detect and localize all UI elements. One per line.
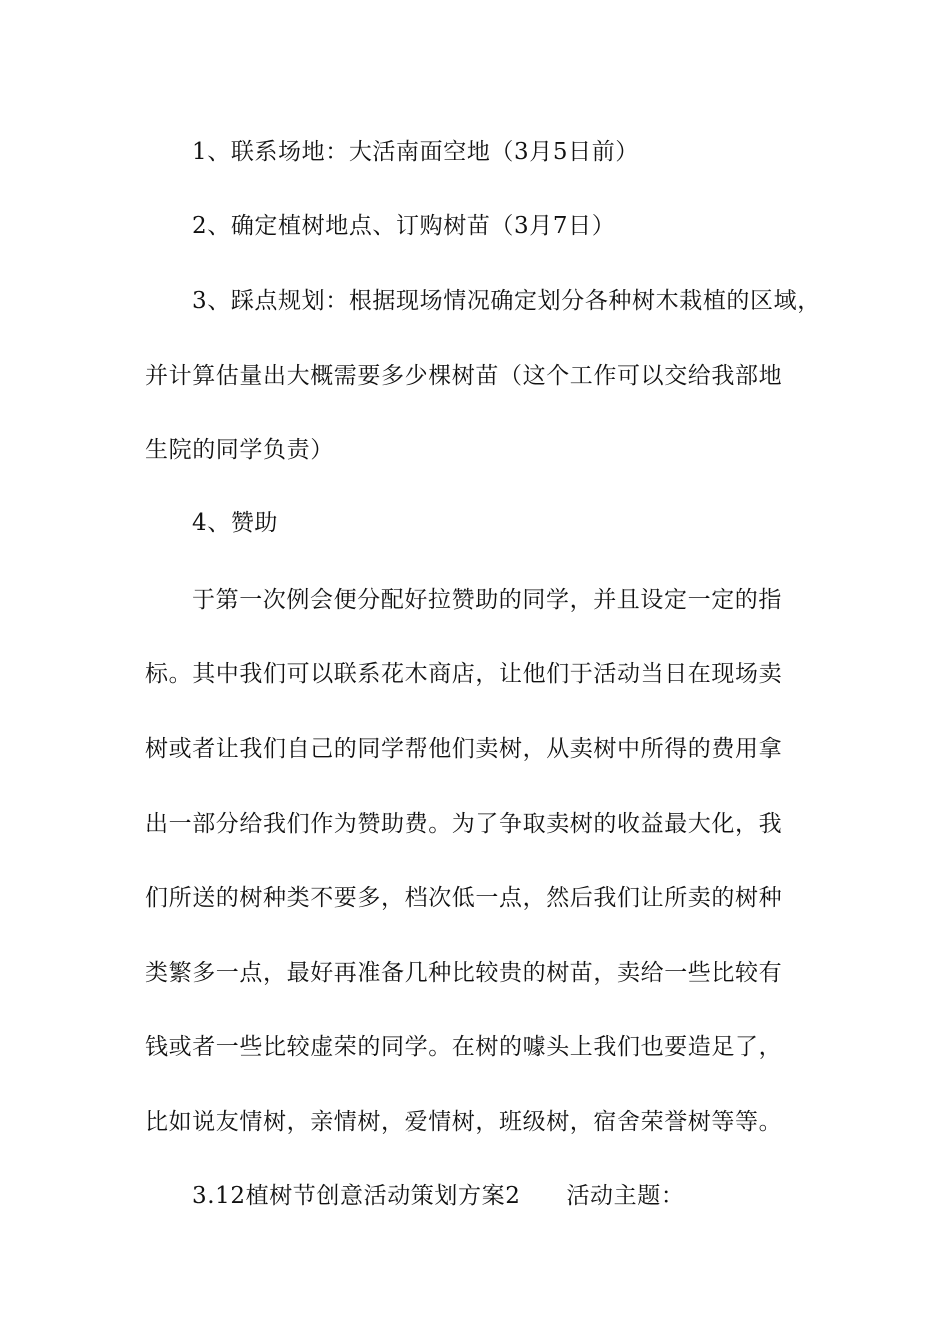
paragraph-line: 比如说友情树，亲情树，爱情树，班级树，宿舍荣誉树等等。 [145,1109,783,1135]
paragraph-line: 标。其中我们可以联系花木商店，让他们于活动当日在现场卖 [145,661,783,687]
paragraph-line: 生院的同学负责） [145,437,334,463]
paragraph-line: 出一部分给我们作为赞助费。为了争取卖树的收益最大化，我 [145,811,783,837]
paragraph-line: 类繁多一点，最好再准备几种比较贵的树苗，卖给一些比较有 [145,960,783,986]
paragraph-line: 于第一次例会便分配好拉赞助的同学，并且设定一定的指 [192,587,782,613]
section-title-line [192,1181,872,1211]
section-label: 活动主题： [566,1183,685,1209]
section-title: 3.12植树节创意活动策划方案2 [192,1183,521,1209]
paragraph-line: 们所送的树种类不要多，档次低一点，然后我们让所卖的树种 [145,885,783,911]
paragraph-line: 4、赞助 [192,510,279,536]
paragraph-line: 树或者让我们自己的同学帮他们卖树，从卖树中所得的费用拿 [145,736,783,762]
paragraph-line: 3、踩点规划：根据现场情况确定划分各种树木栽植的区域， [192,288,821,314]
paragraph-line: 并计算估量出大概需要多少棵树苗（这个工作可以交给我部地 [145,363,783,389]
paragraph-line: 1、联系场地：大活南面空地（3月5日前） [192,139,639,165]
paragraph-line: 钱或者一些比较虚荣的同学。在树的噱头上我们也要造足了， [145,1034,783,1060]
paragraph-line: 2、确定植树地点、订购树苗（3月7日） [192,213,616,239]
